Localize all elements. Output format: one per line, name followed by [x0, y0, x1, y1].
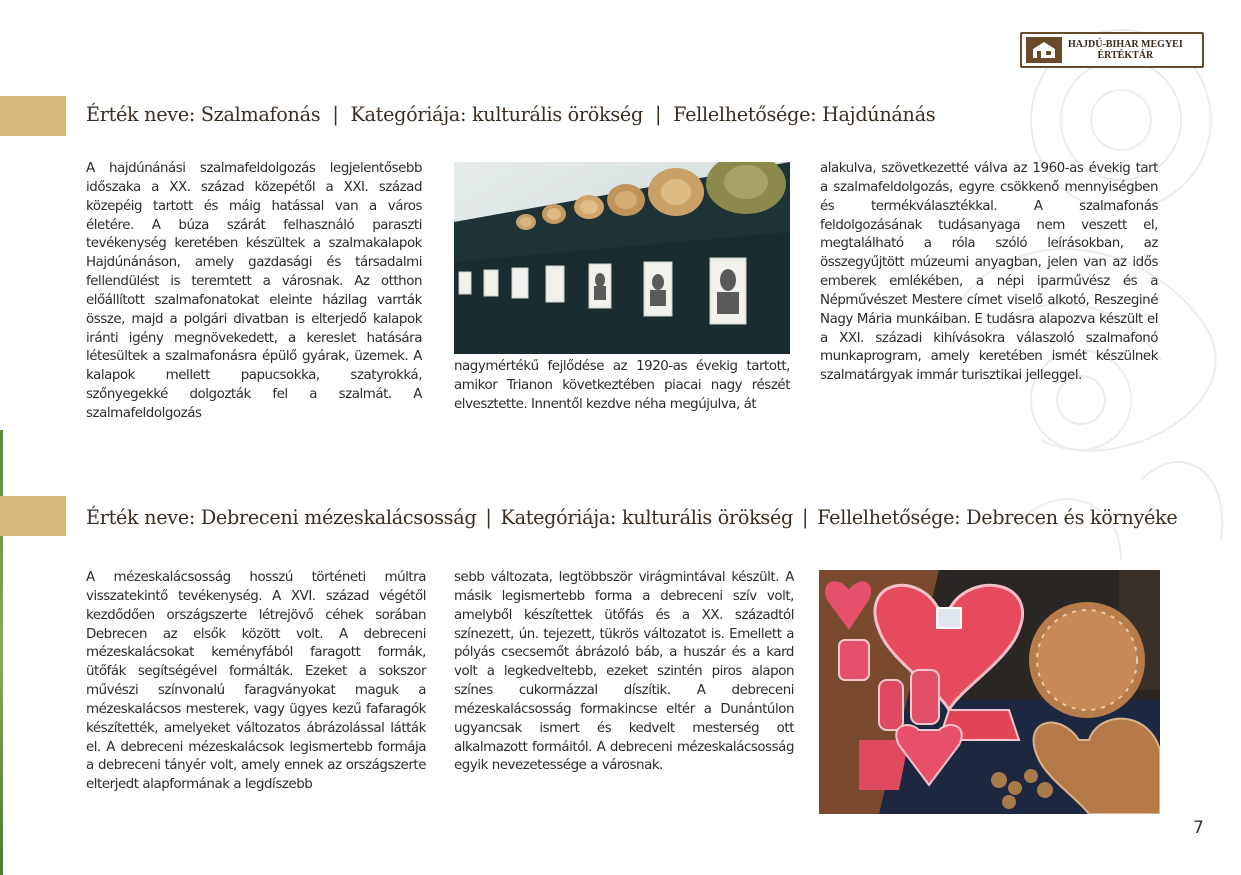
separator: | [485, 506, 492, 529]
paragraph: nagymértékű fejlődése az 1920-as évekig tartott, amikor Trianon következtében piacai nagy részét elvesztette. Innentől kezdve néha megújulva, át [454, 359, 790, 412]
text-column [454, 358, 790, 415]
logo-line1: HAJDÚ-BIHAR MEGYEI [1068, 39, 1183, 50]
section-marker [0, 96, 66, 136]
logo [1020, 32, 1204, 68]
value-location: Fellelhetősége: Hajdúnánás [673, 103, 936, 126]
section-header [86, 506, 1177, 529]
separator: | [654, 103, 662, 126]
value-category: Kategóriája: kulturális örökség [350, 103, 643, 126]
paragraph: A hajdúnánási szalmafeldolgozás legjelentősebb időszaka a XX. század közepétől a XXI. század közepéig tartott és máig hatással van a város életére. A búza szárát felhasználó paraszti tevékenység keretében készültek a szalmakalapok Hajdúnánáson, amely gazdasági és társadalmi fellendülést is teremtett a városnak. Az otthon előállított szalmafonatokat eleinte házilag varrták össze, majd a polgári divatban is elterjedő kalapok iránti igény megnövekedett, a kereslet hatására létesültek a szalmafonásra épülő gyárak, üzemek. A kalapok mellett papucsokka, szatyrokká, szőnyegekké dolgozták fel a szalmát. A szalmafeldolgozás [86, 161, 422, 421]
section-header [86, 103, 935, 126]
section-marker [0, 496, 66, 536]
value-name: Érték neve: Szalmafonás [86, 103, 321, 126]
text-column [454, 569, 794, 776]
paragraph: alakulva, szövetkezetté válva az 1960-as évekig tart a szalmafeldolgozás, egyre csökkenő mennyiségben és termékválasztékkal. A szalmafonás feldolgozásának tudásanyaga nem veszett el, megtalálható a róla szóló leírásokban, az összegyűjtött múzeumi anyagban, jelen van az idős emberek emlékében, a népi iparművész és a Népművészet Mestere címet viselő alkotó, Reszeginé Nagy Mária munkáiban. E tudásra alapozva készült el a XXI. századi kihívásokra válaszoló szalmafonó munkaprogram, amely keretében ismét készülnek szalmatárgyak immár turisztikai jelleggel. [820, 161, 1158, 384]
text-column [86, 160, 422, 424]
value-location: Fellelhetősége: Debrecen és környéke [817, 506, 1178, 529]
text-column [820, 160, 1158, 386]
text-column [86, 569, 426, 795]
gingerbread-photo [819, 570, 1160, 814]
paragraph: A mézeskalácsosság hosszú történeti múltra visszatekintő tevékenység. A XVI. század végétől kezdődően országszerte létrejövő céhek sorában Debrecen az elsők között volt. A debreceni mézeskalácsokat keményfából faragott formák, ütőfák segítségével formálták. Ezeket a sokszor művészi színvonalú faragványokat maguk a mézeskalácsos mesterek, vagy ügyes kezű fafaragók készítették, amelyeket változatos ábrázolással látták el. A debreceni mézeskalácsok legismertebb formája a debreceni tányér volt, amely ennek az országszerte elterjedt alapformának a legdíszebb [86, 570, 426, 793]
page-number: 7 [1193, 818, 1204, 838]
value-name: Érték neve: Debreceni mézeskalácsosság [86, 506, 477, 529]
paragraph: sebb változata, legtöbbször virágmintával készült. A másik legismertebb forma a debreceni szív volt, amelyből készítettek ütőfás és a XX. századtól színezett, ún. tejezett, tükrös változatot is. Emellett a pólyás csecsemőt ábrázoló báb, a huszár és a kard volt a legkedveltebb, ezeket szintén piros alapon színes cukormázzal díszítik. A debreceni mézeskalácsosság formakincse eltér a Dunántúlon ugyancsak ismert és kedvelt mesterség ott alkalmazott formáitól. A debreceni mézeskalácsosság egyik nevezetessége a városnak. [454, 570, 794, 774]
hats-photo [454, 162, 790, 354]
separator: | [802, 506, 809, 529]
separator: | [332, 103, 339, 126]
logo-line2: ÉRTÉKTÁR [1097, 50, 1154, 61]
value-category: Kategóriája: kulturális örökség [500, 506, 794, 529]
house-icon [1026, 37, 1062, 63]
